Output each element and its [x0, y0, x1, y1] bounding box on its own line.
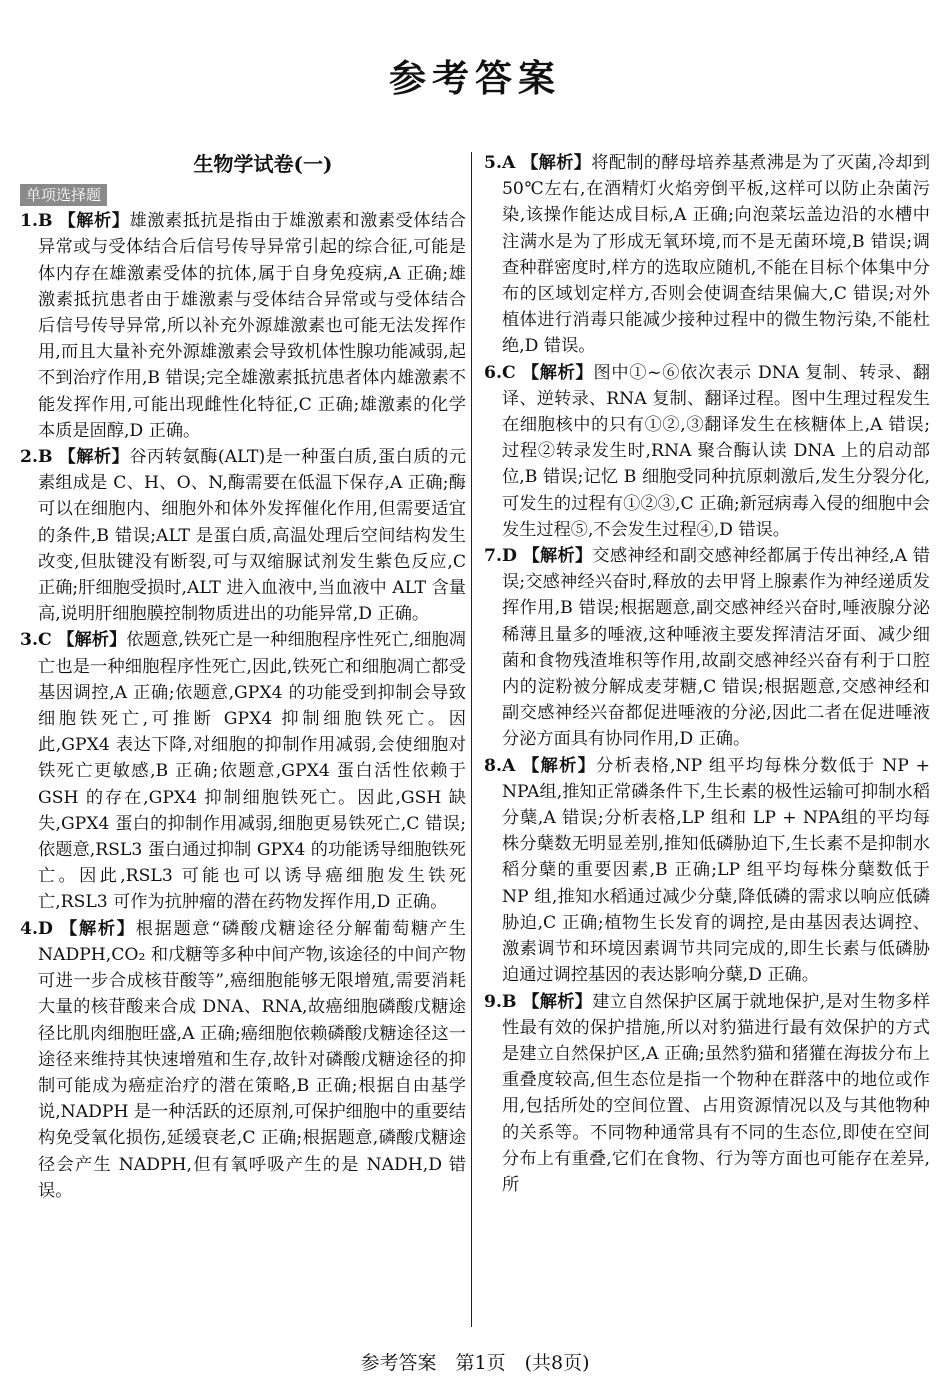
question-1 — [20, 208, 466, 444]
question-8 — [484, 753, 930, 989]
analysis-text: 建立自然保护区属于就地保护,是对生物多样性最有效的保护措施,所以对豹猫进行最有效保护的方式是建立自然保护区,A 正确;虽然豹猫和猪獾在海拔分布上重叠度较高,但生态位是指一个物种在群落中的地位或作用,包括所处的空间位置、占用资源情况以及与其他物种的关系等。不同物种通常具有不同的生态位,即使在空间分布上有重叠,它们在食物、行为等方面也可能存在差异,所 — [502, 991, 930, 1195]
analysis-tag: 【解析】 — [57, 630, 127, 651]
answer-letter: B — [37, 447, 53, 468]
question-number: 4. — [20, 918, 38, 939]
answer-letter: A — [501, 153, 516, 173]
analysis-text: 依题意,铁死亡是一种细胞程序性死亡,细胞凋亡也是一种细胞程序性死亡,因此,铁死亡和细胞凋亡都受基因调控,A 正确;依题意,GPX4 的功能受到抑制会导致细胞铁死亡,可推断 GPX4 抑制细胞铁死亡。因此,GPX4 表达下降,对细胞的抑制作用减弱,会使细胞对铁死亡更敏感,B 正确;依题意,GPX4 蛋白活性依赖于 GSH 的存在,GPX4 抑制细胞铁死亡。因此,GSH 缺失,GPX4 蛋白的抑制作用减弱,细胞更易铁死亡,C 错误;依题意,RSL3 蛋白通过抑制 GPX4 的功能诱导细胞铁死亡。因此,RSL3 可能也可以诱导癌细胞发生铁死亡,RSL3 可作为抗肿瘤的潜在药物发挥作用,D 正确。 — [38, 630, 466, 913]
analysis-tag: 【解析】 — [58, 447, 130, 468]
question-number: 7. — [484, 546, 502, 567]
analysis-tag: 【解析】 — [521, 362, 594, 383]
question-6 — [484, 360, 930, 543]
question-7 — [484, 543, 930, 753]
analysis-tag: 【解析】 — [521, 153, 592, 173]
analysis-text: 根据题意“磷酸戊糖途径分解葡萄糖产生 NADPH,CO₂ 和戊糖等多种中间产物,该途径的中间产物可进一步合成核苷酸等”,癌细胞能够无限增殖,需要消耗大量的核苷酸来合成 DNA、RNA,故癌细胞磷酸戊糖途径比肌肉细胞旺盛,A 正确;癌细胞依赖磷酸戊糖途径这一途径来维持其快速增殖和生存,故针对磷酸戊糖途径的抑制可能成为癌症治疗的潜在策略,B 正确;根据自由基学说,NADPH 是一种活跃的还原剂,可保护细胞中的重要结构免受氧化损伤,延缓衰老,C 正确;根据题意,磷酸戊糖途径会产生 NADPH,但有氧呼吸产生的是 NADH,D 错误。 — [38, 918, 466, 1201]
analysis-text: 图中①~⑥依次表示 DNA 复制、转录、翻译、逆转录、RNA 复制、翻译过程。图中生理过程发生在细胞核中的只有①②,③翻译发生在核糖体上,A 错误;过程②转录发生时,RNA 聚合酶认读 DNA 上的启动部位,B 错误;记忆 B 细胞受同种抗原刺激后,发生分裂分化,可发生的过程有①②③,C 正确;新冠病毒入侵的细胞中会发生过程⑤,不会发生过程④,D 错误。 — [502, 362, 930, 540]
right-column — [484, 150, 930, 1198]
question-number: 1. — [20, 211, 38, 232]
question-number: 3. — [20, 630, 38, 651]
question-number: 9. — [484, 991, 502, 1012]
answer-letter: D — [501, 546, 517, 567]
analysis-tag: 【解析】 — [58, 211, 130, 232]
analysis-text: 将配制的酵母培养基煮沸是为了灭菌,冷却到 50℃左右,在酒精灯火焰旁倒平板,这样可以防止杂菌污染,该操作能达成目标,A 正确;向泡菜坛盖边沿的水槽中注满水是为了形成无氧环境,而不是无菌环境,B 错误;调查种群密度时,样方的选取应随机,不能在目标个体集中分布的区域划定样方,否则会使调查结果偏大,C 错误;对外植体进行消毒只能减少接种过程中的微生物污染,不能杜绝,D 错误。 — [502, 153, 931, 357]
answer-letter: B — [37, 211, 53, 232]
question-9 — [484, 989, 930, 1199]
question-2 — [20, 444, 466, 627]
analysis-text: 雄激素抵抗是指由于雄激素和激素受体结合异常或与受体结合后信号传导异常引起的综合征,可能是体内存在雄激素受体的抗体,属于自身免疫病,A 正确;雄激素抵抗患者由于雄激素与受体结合异常或与受体结合后信号传导异常,所以补充外源雄激素也可能无法发挥作用,而且大量补充外源雄激素会导致机体性腺功能减弱,起不到治疗作用,B 错误;完全雄激素抵抗患者体内雄激素不能发挥作用,可能出现雌性化特征,C 正确;雄激素的化学本质是固醇,D 正确。 — [38, 211, 466, 441]
question-number: 2. — [20, 447, 38, 468]
analysis-text: 谷丙转氨酶(ALT)是一种蛋白质,蛋白质的元素组成是 C、H、O、N,酶需要在低温下保存,A 正确;酶可以在细胞内、细胞外和体外发挥催化作用,但需要适宜的条件,B 错误;ALT 是蛋白质,高温处理后空间结构发生改变,但肽键没有断裂,可与双缩脲试剂发生紫色反应,C 正确;肝细胞受损时,ALT 进入血液中,当血液中 ALT 含量高,说明肝细胞膜控制物质进出的功能异常,D 正确。 — [38, 447, 467, 625]
analysis-tag: 【解析】 — [522, 546, 593, 567]
question-number: 6. — [484, 362, 502, 383]
analysis-text: 交感神经和副交感神经都属于传出神经,A 错误;交感神经兴奋时,释放的去甲肾上腺素作为神经递质发挥作用,B 错误;根据题意,副交感神经兴奋时,唾液腺分泌稀薄且量多的唾液,这种唾液主要发挥清洁牙面、减少细菌和食物残渣堆积等作用,故副交感神经兴奋有利于口腔内的淀粉被分解成麦芽糖,C 错误;根据题意,交感神经和副交感神经兴奋都促进唾液的分泌,因此二者在促进唾液分泌方面具有协同作用,D 正确。 — [502, 546, 930, 750]
page-footer: 参考答案 第1页 (共8页) — [360, 1352, 590, 1374]
answer-letter: C — [37, 630, 52, 651]
analysis-tag: 【解析】 — [522, 991, 593, 1012]
question-3 — [20, 627, 466, 915]
answer-letter: B — [501, 991, 517, 1012]
page-title: 参考答案 — [389, 56, 561, 100]
answer-letter: D — [37, 918, 53, 939]
question-5 — [484, 150, 930, 360]
exam-title: 生物学试卷(一) — [193, 152, 333, 176]
analysis-tag: 【解析】 — [522, 755, 597, 776]
question-number: 8. — [484, 755, 502, 776]
answer-letter: C — [501, 362, 516, 383]
analysis-tag: 【解析】 — [60, 918, 136, 939]
question-4 — [20, 916, 466, 1204]
column-divider — [471, 152, 472, 1327]
question-number: 5. — [484, 153, 502, 173]
answer-letter: A — [501, 755, 516, 776]
analysis-text: 分析表格,NP 组平均每株分数低于 NP + NPA组,推知正常磷条件下,生长素的极性运输可抑制水稻分蘖,A 错误;分析表格,LP 组和 LP + NPA组的平均每株分蘖数无明显差别,推知低磷胁迫下,生长素不是抑制水稻分蘖的重要因素,B 正确;LP 组平均每株分蘖数低于 NP 组,推知水稻通过减少分蘖,降低磷的需求以响应低磷胁迫,C 正确;植物生长发育的调控,是由基因表达调控、激素调节和环境因素调节共同完成的,即生长素与低磷胁迫通过调控基因的表达影响分蘖,D 正确。 — [502, 755, 930, 986]
section-label: 单项选择题 — [20, 184, 107, 206]
left-column — [20, 150, 466, 1204]
